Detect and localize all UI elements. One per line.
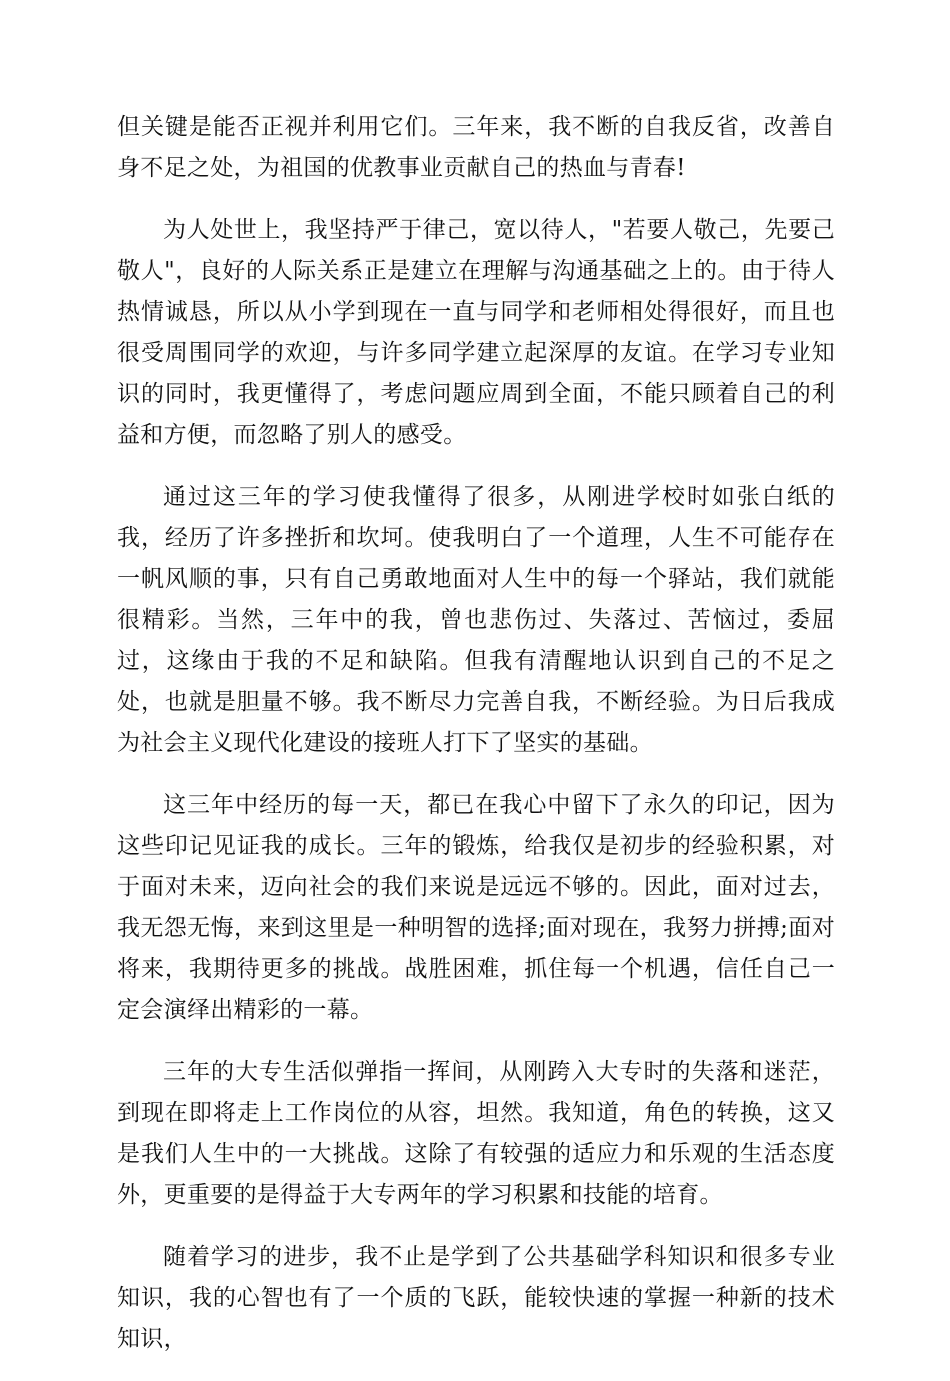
- paragraph-6: 随着学习的进步，我不止是学到了公共基础学科知识和很多专业知识，我的心智也有了一个质的飞跃，能较快速的掌握一种新的技术知识，: [117, 1244, 835, 1352]
- paragraph-2: 为人处世上，我坚持严于律己，宽以待人，"若要人敬己，先要己敬人"，良好的人际关系正是建立在理解与沟通基础之上的。由于待人热情诚恳，所以从小学到现在一直与同学和老师相处得很好，而且也很受周围同学的欢迎，与许多同学建立起深厚的友谊。在学习专业知识的同时，我更懂得了，考虑问题应周到全面，不能只顾着自己的利益和方便，而忽略了别人的感受。: [117, 217, 835, 448]
- document-body: [117, 107, 835, 1381]
- paragraph-4: 这三年中经历的每一天，都已在我心中留下了永久的印记，因为这些印记见证我的成长。三年的锻炼，给我仅是初步的经验积累，对于面对未来，迈向社会的我们来说是远远不够的。因此，面对过去，我无怨无悔，来到这里是一种明智的选择;面对现在，我努力拼搏;面对将来，我期待更多的挑战。战胜困难，抓住每一个机遇，信任自己一定会演绎出精彩的一幕。: [117, 792, 835, 1023]
- paragraph-1: 但关键是能否正视并利用它们。三年来，我不断的自我反省，改善自身不足之处，为祖国的优教事业贡献自己的热血与青春!: [117, 114, 835, 181]
- paragraph-5: 三年的大专生活似弹指一挥间，从刚跨入大专时的失落和迷茫，到现在即将走上工作岗位的从容，坦然。我知道，角色的转换，这又是我们人生中的一大挑战。这除了有较强的适应力和乐观的生活态度外，更重要的是得益于大专两年的学习积累和技能的培育。: [117, 1059, 835, 1208]
- paragraph-3: 通过这三年的学习使我懂得了很多，从刚进学校时如张白纸的我，经历了许多挫折和坎坷。使我明白了一个道理，人生不可能存在一帆风顺的事，只有自己勇敢地面对人生中的每一个驿站，我们就能很精彩。当然，三年中的我，曾也悲伤过、失落过、苦恼过，委屈过，这缘由于我的不足和缺陷。但我有清醒地认识到自己的不足之处，也就是胆量不够。我不断尽力完善自我，不断经验。为日后我成为社会主义现代化建设的接班人打下了坚实的基础。: [117, 484, 835, 756]
